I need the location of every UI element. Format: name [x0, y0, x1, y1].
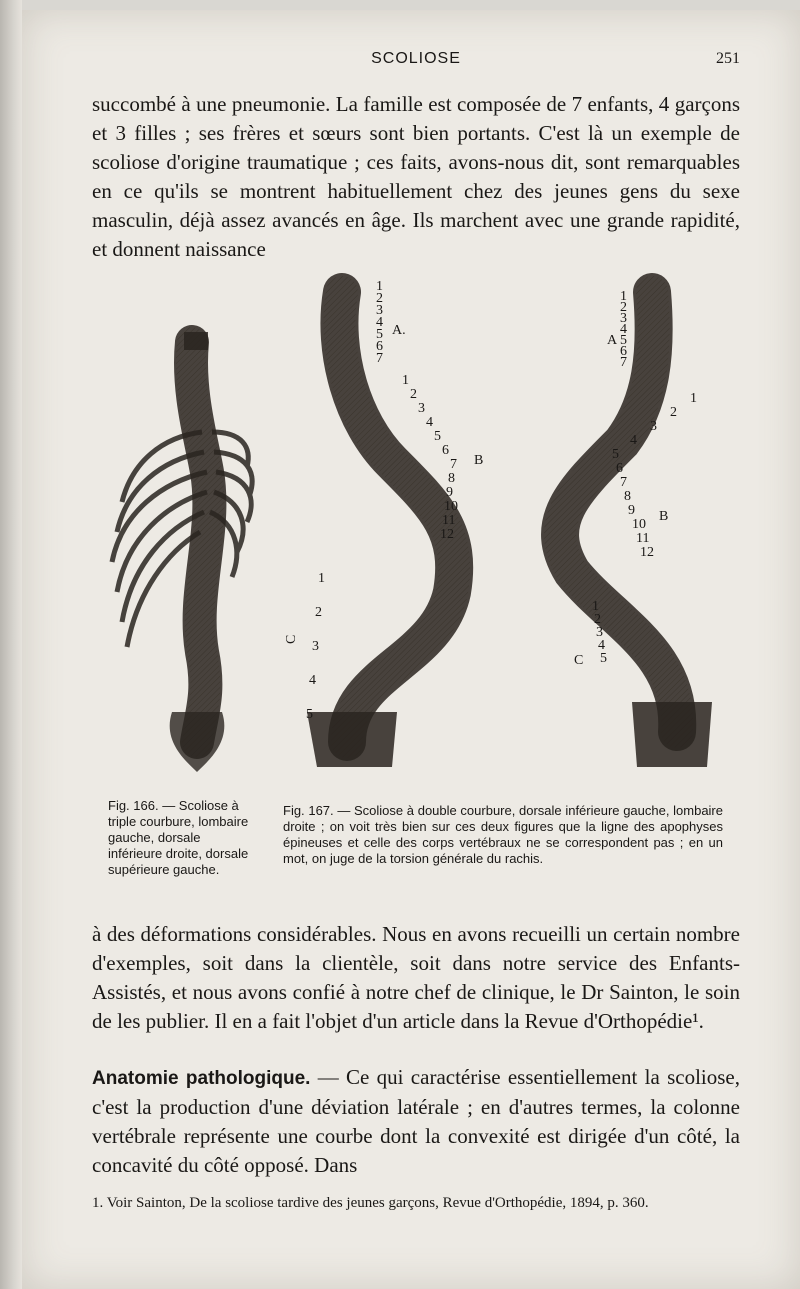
label-middle-dorsal-11: 11 [442, 513, 456, 528]
label-middle-cervical-5: 5 [376, 327, 383, 342]
label-right-dorsal-12: 12 [640, 545, 654, 560]
label-right-cervical-7: 7 [620, 355, 627, 370]
label-middle-dorsal-6: 6 [442, 443, 449, 458]
footnote: 1. Voir Sainton, De la scoliose tardive des jeunes garçons, Revue d'Orthopédie, 1894, p. 360. [92, 1195, 649, 1211]
label-middle-dorsal-9: 9 [446, 485, 453, 500]
label-middle-A: A. [392, 323, 406, 338]
label-middle-lumbar-4: 4 [309, 673, 316, 688]
label-right-dorsal-4: 4 [630, 433, 637, 448]
label-right-dorsal-8: 8 [624, 489, 631, 504]
label-middle-dorsal-12: 12 [440, 527, 454, 542]
page-number: 251 [716, 50, 740, 67]
figure-spines [92, 272, 740, 792]
label-middle-cervical-2: 2 [376, 291, 383, 306]
label-middle-dorsal-4: 4 [426, 415, 433, 430]
label-middle-lumbar-1: 1 [318, 571, 325, 586]
label-right-dorsal-5: 5 [612, 447, 619, 462]
label-right-lumbar-4: 4 [598, 638, 605, 653]
label-middle-lumbar-3: 3 [312, 639, 319, 654]
label-middle-dorsal-1: 1 [402, 373, 409, 388]
label-middle-cervical-1: 1 [376, 279, 383, 294]
page-gutter [0, 0, 22, 1289]
label-right-C: C [574, 653, 584, 668]
caption-fig167: Fig. 167. — Scoliose à double courbure, dorsale inférieure gauche, lombaire droite ; on voit très bien sur ces deux figures que la ligne des apophyses épineuses et celle des corps vertébraux ne se correspondent pas ; en un mot, on juge de la torsion générale du rachis. [283, 803, 723, 866]
label-right-dorsal-2: 2 [670, 405, 677, 420]
label-middle-cervical-7: 7 [376, 351, 383, 366]
paragraph-3 [92, 1063, 740, 1180]
label-right-dorsal-6: 6 [616, 461, 623, 476]
label-middle-dorsal-5: 5 [434, 429, 441, 444]
label-middle-dorsal-8: 8 [448, 471, 455, 486]
label-right-dorsal-3: 3 [650, 419, 657, 434]
label-right-cervical-5: 5 [620, 333, 627, 348]
paragraph-2: à des déformations considérables. Nous en avons recueilli un certain nombre d'exemples, soit dans la clientèle, soit dans notre service des Enfants-Assistés, et nous avons confié à notre chef de clinique, le Dr Sainton, le soin de les publier. Il en a fait l'objet d'un article dans la Revue d'Orthopédie¹. [92, 922, 740, 1033]
label-right-cervical-2: 2 [620, 300, 627, 315]
label-middle-cervical-3: 3 [376, 303, 383, 318]
label-right-dorsal-9: 9 [628, 503, 635, 518]
label-middle-lumbar-2: 2 [315, 605, 322, 620]
label-middle-dorsal-7: 7 [450, 457, 457, 472]
page-header [92, 50, 740, 76]
section-heading: Anatomie pathologique. [92, 1068, 311, 1089]
label-right-dorsal-1: 1 [690, 391, 697, 406]
fig166-spine [112, 332, 252, 772]
paragraph-1: succombé à une pneumonie. La famille est composée de 7 enfants, 4 garçons et 3 filles ; ses frères et sœurs sont bien portants. C'est là un exemple de scoliose d'origine traumatique ; ces faits, avons-nous dit, sont remarquables en ce qu'ils se montrent habituellement chez des jeunes gens du sexe masculin, déjà assez avancés en âge. Ils marchent avec une grande rapidité, et donnent naissance [92, 92, 740, 261]
label-right-cervical-1: 1 [620, 289, 627, 304]
label-right-dorsal-7: 7 [620, 475, 627, 490]
label-middle-dorsal-10: 10 [444, 499, 458, 514]
label-middle-cervical-6: 6 [376, 339, 383, 354]
paragraph-3-body: — Ce qui caractérise essentiellement la scoliose, c'est la production d'une déviation latérale ; en d'autres termes, la colonne vertébrale représente une courbe dont la convexité est dirigée d'un côté, la concavité du côté opposé. Dans [92, 1065, 740, 1177]
label-right-lumbar-5: 5 [600, 651, 607, 666]
running-title: SCOLIOSE [371, 50, 461, 67]
label-right-A: A [607, 333, 618, 348]
label-right-lumbar-2: 2 [594, 612, 601, 627]
label-right-cervical-4: 4 [620, 322, 627, 337]
label-right-dorsal-11: 11 [636, 531, 650, 546]
spine-illustrations [92, 272, 740, 792]
label-middle-lumbar-5: 5 [306, 707, 313, 722]
label-right-cervical-3: 3 [620, 311, 627, 326]
label-right-lumbar-1: 1 [592, 599, 599, 614]
label-middle-dorsal-2: 2 [410, 387, 417, 402]
label-middle-cervical-4: 4 [376, 315, 383, 330]
label-right-cervical-6: 6 [620, 344, 627, 359]
label-middle-C: C [284, 634, 299, 644]
caption-fig166: Fig. 166. — Scoliose à triple courbure, lombaire gauche, dorsale inférieure droite, dorsale supérieure gauche. [108, 798, 249, 877]
label-right-B: B [659, 509, 669, 524]
label-middle-dorsal-3: 3 [418, 401, 425, 416]
label-right-dorsal-10: 10 [632, 517, 646, 532]
label-middle-B: B [474, 453, 484, 468]
label-right-lumbar-3: 3 [596, 625, 603, 640]
